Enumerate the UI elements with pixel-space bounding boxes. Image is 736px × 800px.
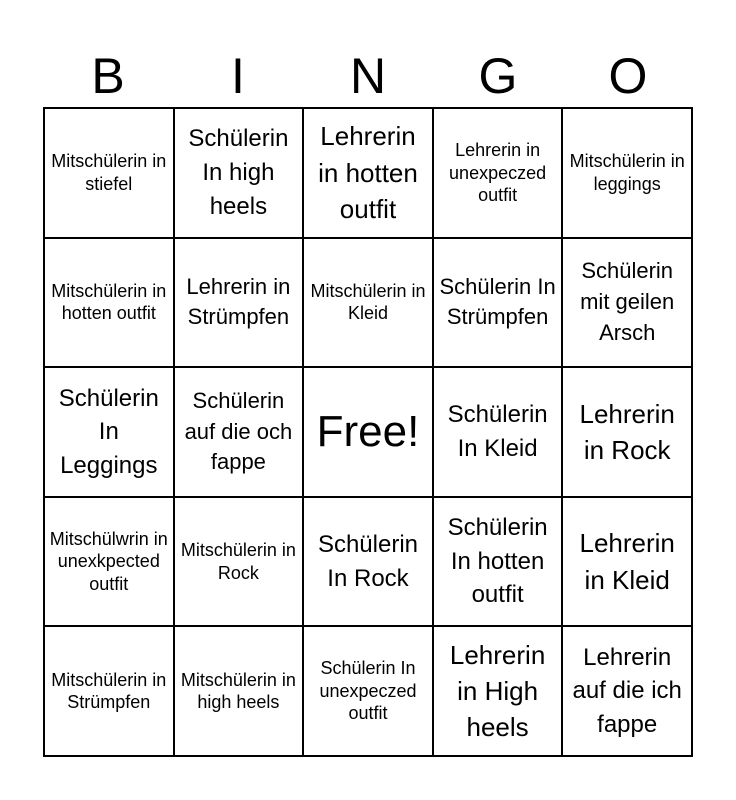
bingo-cell[interactable]: Schülerin In unexpeczed outfit <box>304 627 434 757</box>
bingo-cell[interactable]: Mitschülerin in Rock <box>175 498 305 628</box>
bingo-cell[interactable]: Lehrerin auf die ich fappe <box>563 627 693 757</box>
header-letter-i: I <box>231 48 245 104</box>
header-letter-g: G <box>478 48 518 104</box>
bingo-grid <box>43 107 693 757</box>
bingo-cell[interactable]: Lehrerin in unexpeczed outfit <box>434 109 564 239</box>
bingo-cell[interactable]: Schülerin auf die och fappe <box>175 368 305 498</box>
free-space-cell[interactable]: Free! <box>304 368 434 498</box>
bingo-cell[interactable]: Mitschülerin in stiefel <box>45 109 175 239</box>
bingo-cell[interactable]: Mitschülerin in Strümpfen <box>45 627 175 757</box>
bingo-cell[interactable]: Lehrerin in Strümpfen <box>175 239 305 369</box>
bingo-cell[interactable]: Mitschülerin in high heels <box>175 627 305 757</box>
bingo-cell[interactable]: Schülerin In Leggings <box>45 368 175 498</box>
header-letter-o: O <box>608 48 648 104</box>
bingo-cell[interactable]: Mitschülerin in leggings <box>563 109 693 239</box>
bingo-cell[interactable]: Lehrerin in Kleid <box>563 498 693 628</box>
bingo-cell[interactable]: Mitschülerin in hotten outfit <box>45 239 175 369</box>
bingo-cell[interactable]: Lehrerin in High heels <box>434 627 564 757</box>
header-letter-n: N <box>349 48 387 104</box>
header-letter-b: B <box>91 48 125 104</box>
bingo-cell[interactable]: Schülerin In Rock <box>304 498 434 628</box>
bingo-cell[interactable]: Schülerin mit geilen Arsch <box>563 239 693 369</box>
bingo-cell[interactable]: Schülerin In high heels <box>175 109 305 239</box>
bingo-header <box>43 44 693 108</box>
bingo-cell[interactable]: Mitschülerin in Kleid <box>304 239 434 369</box>
bingo-cell[interactable]: Lehrerin in hotten outfit <box>304 109 434 239</box>
bingo-cell[interactable]: Schülerin In hotten outfit <box>434 498 564 628</box>
bingo-cell[interactable]: Schülerin In Strümpfen <box>434 239 564 369</box>
bingo-cell[interactable]: Schülerin In Kleid <box>434 368 564 498</box>
bingo-cell[interactable]: Mitschülwrin in unexkpected outfit <box>45 498 175 628</box>
bingo-cell[interactable]: Lehrerin in Rock <box>563 368 693 498</box>
